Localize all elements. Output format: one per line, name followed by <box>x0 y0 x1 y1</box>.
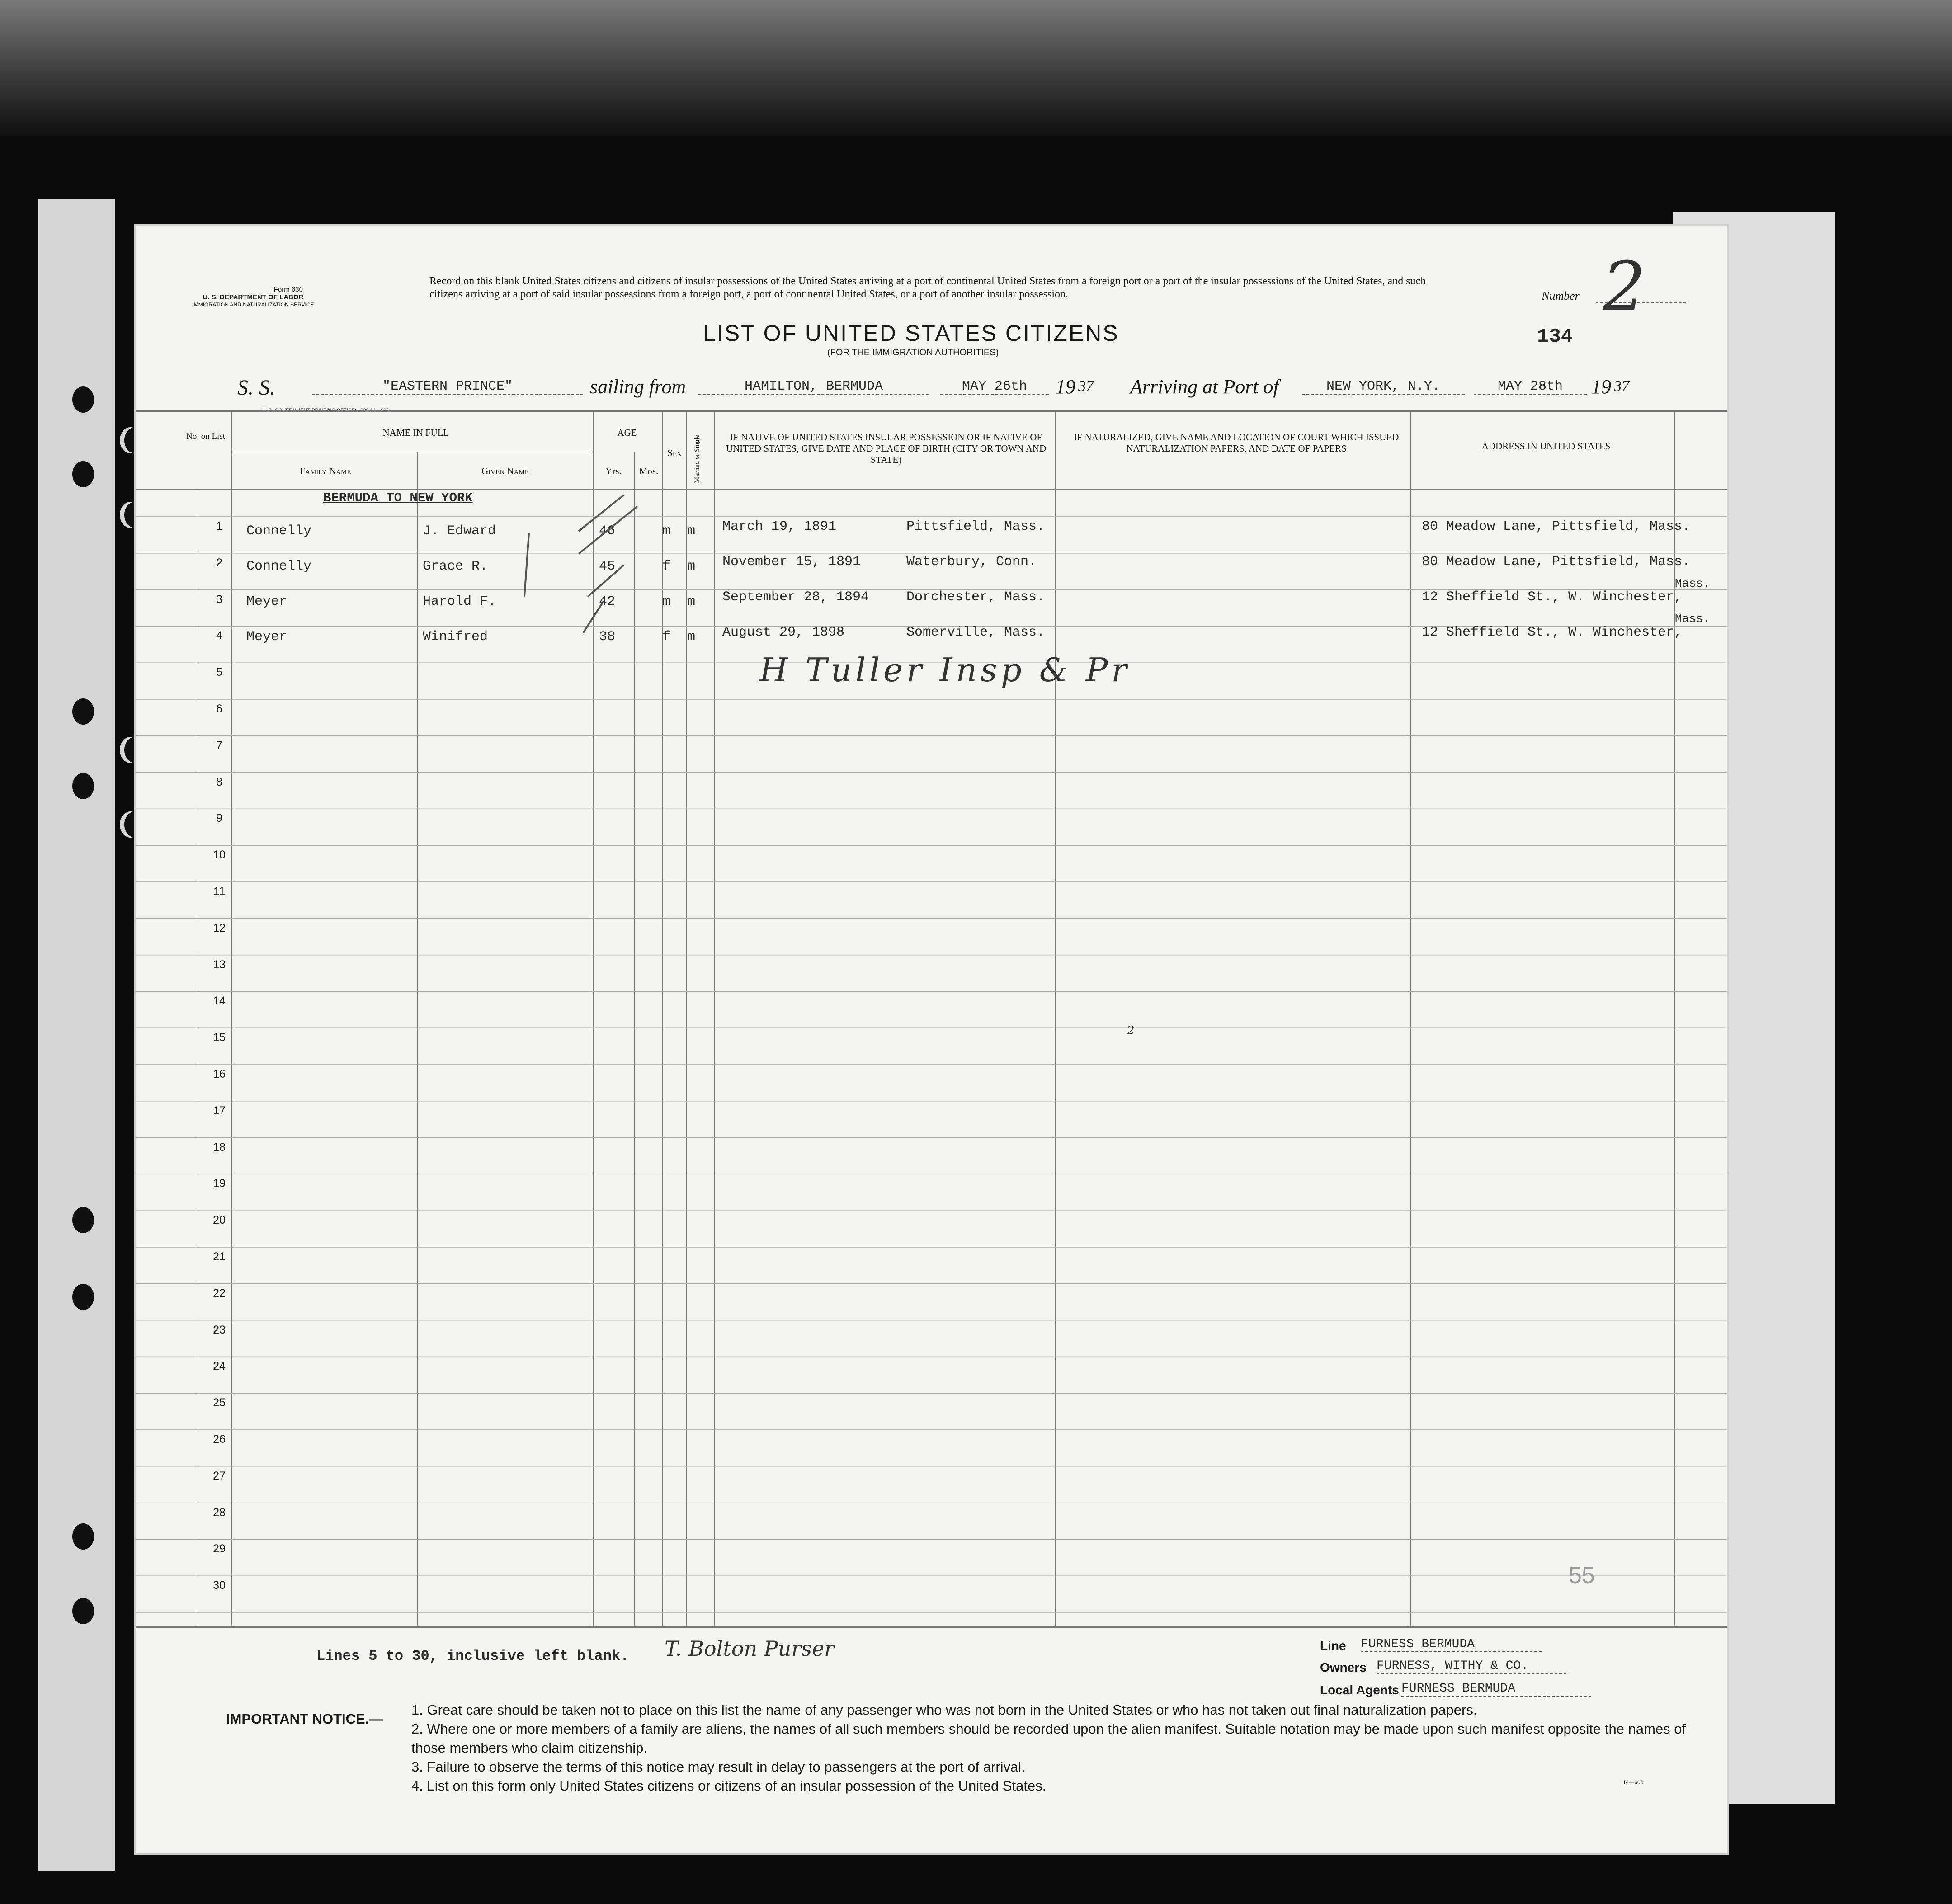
row-number: 28 <box>213 1506 226 1519</box>
row-number: 8 <box>216 775 222 788</box>
service: IMMIGRATION AND NATURALIZATION SERVICE <box>192 302 314 308</box>
header-yrs: Yrs. <box>605 466 622 476</box>
given-name-cell: Winifred <box>423 629 488 645</box>
birth-place-cell: Somerville, Mass. <box>906 625 1045 640</box>
sex-cell: f <box>662 629 671 645</box>
row-number: 19 <box>213 1177 226 1190</box>
depart-date: MAY 26th <box>940 379 1049 395</box>
family-name-cell: Connelly <box>246 559 312 574</box>
birth-date-cell: November 15, 1891 <box>722 554 861 570</box>
address-state-cell: Mass. <box>1675 577 1711 590</box>
page-mark: 55 <box>1569 1562 1595 1588</box>
form-subtitle: (FOR THE IMMIGRATION AUTHORITIES) <box>827 348 999 358</box>
row-number: 17 <box>213 1104 226 1117</box>
blank-lines-note: Lines 5 to 30, inclusive left blank. <box>316 1648 629 1664</box>
row-number: 5 <box>216 666 222 679</box>
address-state-cell: Mass. <box>1675 612 1711 626</box>
birth-place-cell: Pittsfield, Mass. <box>906 519 1045 534</box>
scan-background-top <box>0 0 1952 136</box>
row-number: 2 <box>216 556 222 569</box>
family-name-cell: Meyer <box>246 629 288 645</box>
row-number: 25 <box>213 1396 226 1409</box>
row-number: 27 <box>213 1469 226 1482</box>
row-number: 1 <box>216 520 222 533</box>
row-number: 3 <box>216 593 222 606</box>
given-name-cell: Grace R. <box>423 559 488 574</box>
row-number: 14 <box>213 994 226 1008</box>
arrive-date: MAY 28th <box>1474 379 1587 395</box>
agents-label: Local Agents <box>1320 1683 1399 1697</box>
row-number: 12 <box>213 921 226 934</box>
notice-title: IMPORTANT NOTICE.— <box>226 1711 383 1727</box>
header-given-name: Given Name <box>481 466 529 476</box>
row-number: 18 <box>213 1141 226 1154</box>
punch-hole <box>72 386 94 413</box>
owners-label: Owners <box>1320 1660 1367 1674</box>
depart-year-prefix: 19 <box>1056 376 1075 398</box>
arriving-label: Arriving at Port of <box>1130 376 1279 398</box>
row-number: 15 <box>213 1031 226 1044</box>
family-name-cell: Connelly <box>246 523 312 539</box>
row-number: 23 <box>213 1323 226 1336</box>
agents-value: FURNESS BERMUDA <box>1401 1682 1591 1697</box>
header-naturalized: IF NATURALIZED, GIVE NAME AND LOCATION OF COURT WHICH ISSUED NATURALIZATION PAPERS, AND DATE OF PAPERS <box>1074 432 1399 454</box>
birth-date-cell: March 19, 1891 <box>722 519 837 534</box>
birth-date-cell: August 29, 1898 <box>722 625 845 640</box>
sex-cell: m <box>662 594 671 609</box>
header-no-on-list: No. on List <box>186 432 226 441</box>
given-name-cell: Harold F. <box>423 594 496 609</box>
form-instructions: Record on this blank United States citizens and citizens of insular possessions of the United States arriving at a port of continental United States from a foreign port or a port of the insular possessions of the United States, and such citizens arriving at a port of said insular possessions from a foreign port, a port of continental United States, or a port of another insular possession. <box>429 275 1426 300</box>
row-number: 29 <box>213 1542 226 1555</box>
marital-status-cell: m <box>687 523 696 539</box>
form-id-block <box>181 286 325 309</box>
birth-date-cell: September 28, 1894 <box>722 589 869 605</box>
row-number: 10 <box>213 848 226 862</box>
row-number: 20 <box>213 1214 226 1227</box>
age-years-cell: 45 <box>599 559 616 574</box>
punch-hole <box>72 461 94 487</box>
ss-label: S. S. <box>237 376 275 400</box>
punch-hole <box>72 1598 94 1624</box>
row-number: 16 <box>213 1068 226 1080</box>
header-sex: Sex <box>667 448 682 458</box>
notice-item: 1. Great care should be taken not to place on this list the name of any passenger who was not born in the United States or who has not taken out final naturalization papers. <box>411 1702 1477 1718</box>
arrive-year: 37 <box>1614 378 1629 395</box>
margin-mark: 2 <box>1127 1024 1135 1037</box>
marital-status-cell: m <box>687 559 696 574</box>
row-number: 13 <box>213 958 226 971</box>
address-cell: 12 Sheffield St., W. Winchester, <box>1422 625 1683 640</box>
age-years-cell: 42 <box>599 594 616 609</box>
age-years-cell: 46 <box>599 523 616 539</box>
line-value: FURNESS BERMUDA <box>1361 1637 1542 1652</box>
header-address: ADDRESS IN UNITED STATES <box>1481 441 1611 452</box>
printing-office: U. S. GOVERNMENT PRINTING OFFICE: 1936 <box>262 408 369 413</box>
row-number: 30 <box>213 1579 226 1592</box>
header-marital: Married or Single <box>693 434 701 483</box>
punch-hole <box>72 698 94 725</box>
notice-item: 4. List on this form only United States citizens or citizens of an insular possession of the United States. <box>411 1778 1047 1794</box>
row-number: 22 <box>213 1287 226 1300</box>
family-name-cell: Meyer <box>246 594 288 609</box>
row-number: 26 <box>213 1433 226 1446</box>
form-title: LIST OF UNITED STATES CITIZENS <box>703 320 1119 346</box>
number-label: Number <box>1542 289 1580 302</box>
route-label: BERMUDA TO NEW YORK <box>323 490 473 505</box>
line-label: Line <box>1320 1639 1346 1653</box>
header-family-name: Family Name <box>300 466 351 476</box>
address-cell: 80 Meadow Lane, Pittsfield, Mass. <box>1422 519 1691 534</box>
owners-value: FURNESS, WITHY & CO. <box>1377 1659 1566 1674</box>
sailing-from: HAMILTON, BERMUDA <box>698 379 929 395</box>
punch-hole <box>72 1207 94 1233</box>
row-number: 9 <box>216 812 222 825</box>
sailing-label: sailing from <box>590 376 686 398</box>
age-years-cell: 38 <box>599 629 616 645</box>
purser-signature: T. Bolton Purser <box>665 1636 835 1661</box>
row-number: 6 <box>216 702 222 715</box>
punch-hole <box>72 1284 94 1310</box>
header-name-in-full: NAME IN FULL <box>382 427 449 438</box>
department: U. S. DEPARTMENT OF LABOR <box>203 293 304 301</box>
marital-status-cell: m <box>687 594 696 609</box>
sex-cell: f <box>662 559 671 574</box>
arrive-year-prefix: 19 <box>1591 376 1611 398</box>
row-number: 11 <box>213 885 225 898</box>
birth-place-cell: Dorchester, Mass. <box>906 589 1045 605</box>
header-age: AGE <box>617 427 637 438</box>
page-stamp: 134 <box>1537 325 1573 348</box>
ship-name: "EASTERN PRINCE" <box>312 379 583 395</box>
notice-item: 3. Failure to observe the terms of this notice may result in delay to passengers at the port of arrival. <box>411 1759 1025 1775</box>
row-number: 7 <box>216 739 222 752</box>
notice-list <box>411 1701 1700 1796</box>
address-cell: 12 Sheffield St., W. Winchester, <box>1422 589 1683 605</box>
row-number: 24 <box>213 1360 226 1373</box>
inspector-note: H Tuller Insp & Pr <box>759 651 1131 689</box>
sex-cell: m <box>662 523 671 539</box>
form-code: 14—606 <box>1623 1779 1644 1786</box>
header-birth: IF NATIVE OF UNITED STATES INSULAR POSSESSION OR IF NATIVE OF UNITED STATES, GIVE DATE AND PLACE OF BIRTH (CITY OR TOWN AND STATE) <box>726 432 1047 465</box>
arrival-port: NEW YORK, N.Y. <box>1302 379 1465 395</box>
notice-item: 2. Where one or more members of a family are aliens, the names of all such members should be recorded upon the alien manifest. Suitable notation may be made upon such manifest opposite the names of those members who claim citizenship. <box>411 1721 1686 1756</box>
row-number: 4 <box>216 629 222 642</box>
depart-year: 37 <box>1078 378 1094 395</box>
given-name-cell: J. Edward <box>423 523 496 539</box>
marital-status-cell: m <box>687 629 696 645</box>
header-mos: Mos. <box>639 466 659 476</box>
form-id: Form 630 <box>273 286 303 293</box>
form-code-small: 14—606 <box>370 408 389 413</box>
row-number: 21 <box>213 1250 226 1263</box>
punch-hole <box>72 1523 94 1550</box>
birth-place-cell: Waterbury, Conn. <box>906 554 1037 570</box>
number-value: 2 <box>1603 248 1646 326</box>
punch-hole <box>72 773 94 799</box>
check-marks <box>524 488 714 660</box>
address-cell: 80 Meadow Lane, Pittsfield, Mass. <box>1422 554 1691 570</box>
